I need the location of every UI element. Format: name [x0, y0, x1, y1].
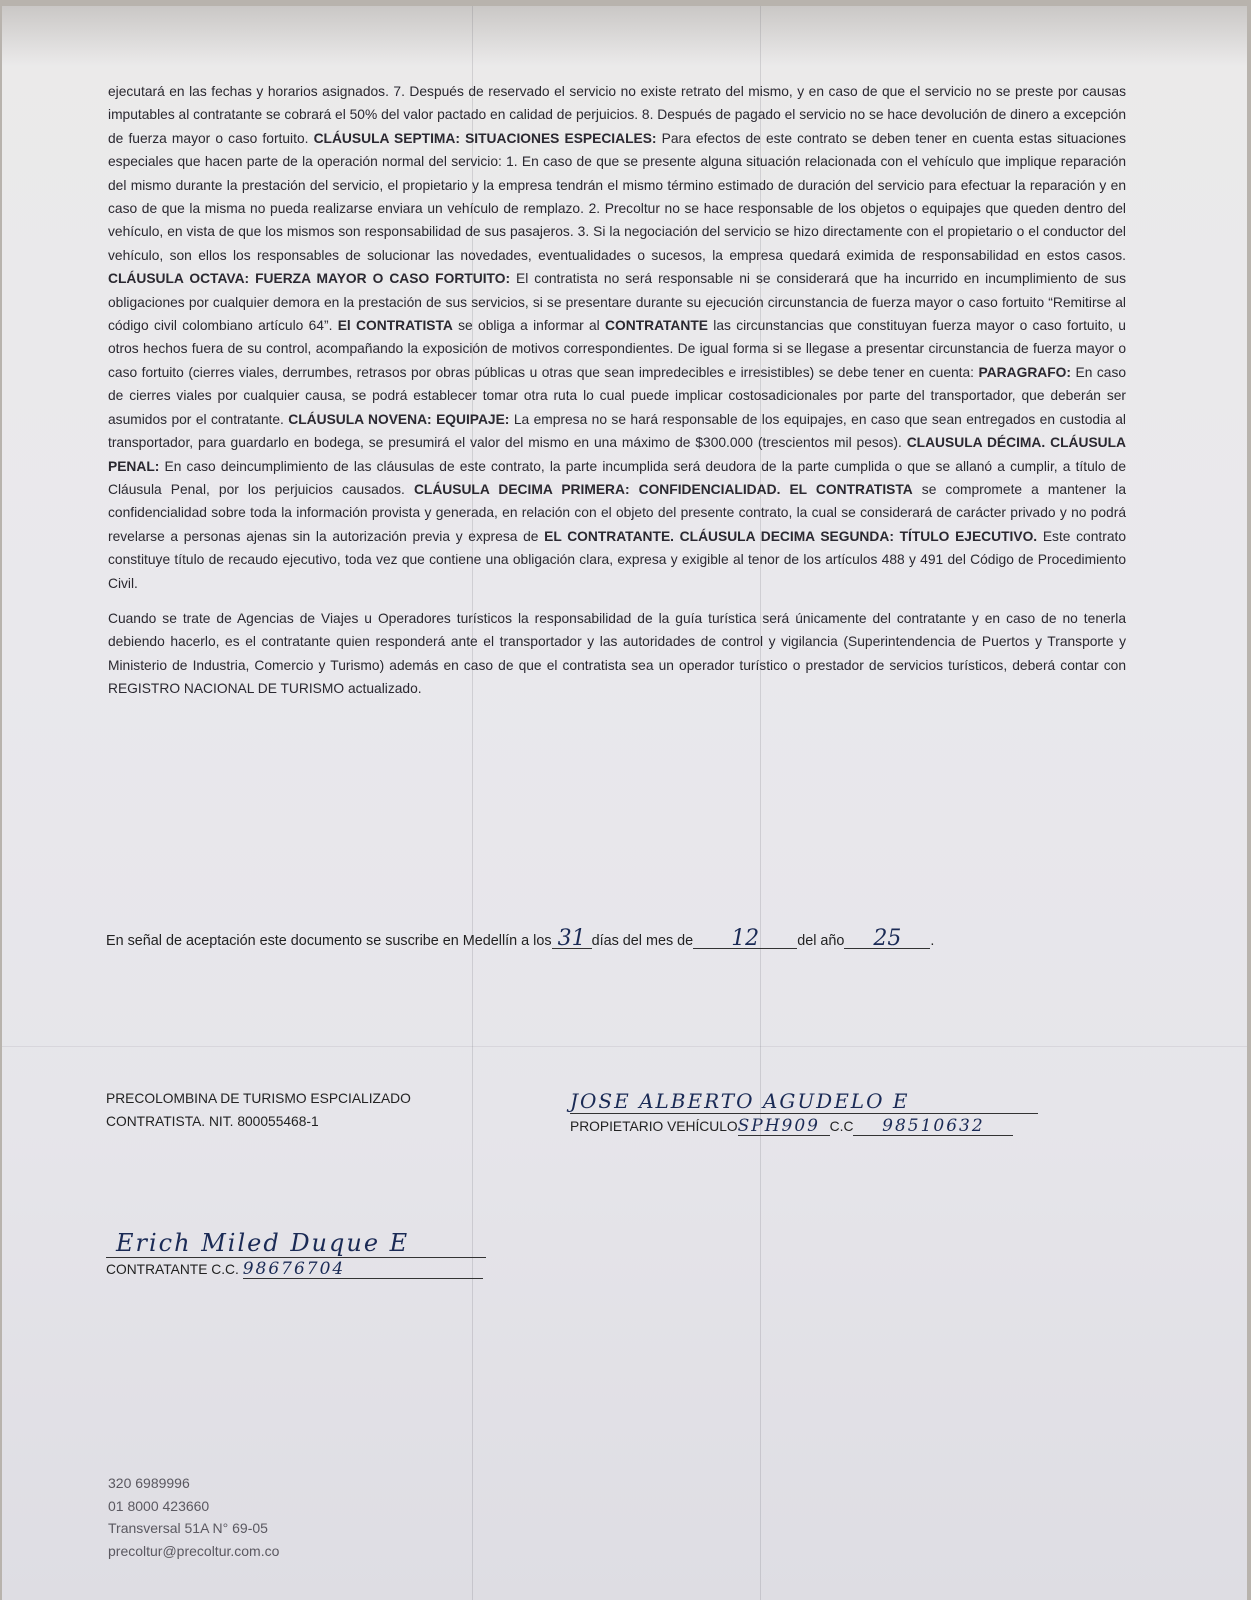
contract-page	[2, 6, 1247, 1600]
clause-text: Para efectos de este contrato se deben tener en cuenta estas situaciones especiales que hacen parte de la operación normal del servicio: 1. En caso de que se presente alguna situación relacionada con el vehículo que implique reparación del mismo durante la prestación del servicio, el propietario y la empresa tendrán el mismo término estimado de duración del servicio para efectuar la reparación y en caso de que la misma no pueda realizarse enviara un vehículo de remplazo. 2. Precoltur no se hace responsable de los objetos o equipajes que queden dentro del vehículo, en vista de que los mismos son responsabilidad de sus pasajeros. 3. Si la negociación del servicio se hizo directamente con el propietario o el conductor del vehículo, son ellos los responsables de solucionar las novedades, eventualidades o sucesos, la empresa quedará eximida de responsabilidad en estos casos.	[108, 130, 1127, 263]
propietario-label: PROPIETARIO VEHÍCULO	[570, 1119, 738, 1134]
fold-line	[2, 1046, 1247, 1047]
footer-email: precoltur@precoltur.com.co	[108, 1542, 280, 1559]
footer-phone: 320 6989996	[108, 1475, 190, 1491]
clause-text: En caso deincumplimiento de las cláusulas de este contrato, la parte incumplida será deudora de la parte cumplida o que se allanó a cumplir, a título de Cláusula Penal, por los perjuicios causados.	[108, 458, 1126, 497]
clause-heading: EL CONTRATANTE. CLÁUSULA DECIMA SEGUNDA: TÍTULO EJECUTIVO.	[544, 528, 1038, 544]
year-label: del año	[797, 933, 845, 949]
year-field: 25	[844, 930, 930, 949]
clause-text: Este contrato constituye título de recaudo ejecutivo, toda vez que contiene una obligación clara, expresa y exigible al tenor de los artículos 488 y 491 del Código de Procedimiento Civil.	[108, 528, 1126, 591]
clause-heading: CLÁUSULA DECIMA PRIMERA: CONFIDENCIALIDAD. EL CONTRATISTA	[413, 481, 913, 497]
propietario-block	[570, 1090, 1038, 1138]
clause-heading: CLÁUSULA OCTAVA: FUERZA MAYOR O CASO FORTUITO:	[108, 271, 511, 287]
contratante-signature-line	[106, 1230, 486, 1258]
tourism-paragraph: Cuando se trate de Agencias de Viajes u Operadores turísticos la responsabilidad de la guía turística será únicamente del contratante y en caso de no tenerla debiendo hacerlo, es el contratante quien responderá ante el transportador y las autoridades de control y vigilancia (Superintendencia de Puertos y Transporte y Ministerio de Industria, Comercio y Turismo) además en caso de que el contratista sea un operador turístico o prestador de servicios turísticos, deberá contar con REGISTRO NACIONAL DE TURISMO actualizado.	[108, 610, 1126, 697]
propietario-signature: JOSE ALBERTO AGUDELO E	[570, 1089, 910, 1113]
footer-phone-tollfree: 01 8000 423660	[108, 1497, 210, 1514]
clause-text: El contratista no será responsable ni se considerará que ha incurrido en incumplimiento de sus obligaciones por cualquier demora en la prestación de sus servicios, si se presentare durante su ejecución circunstancia de fuerza mayor o caso fortuito “Remitirse al código civil colombiano artículo 64”.	[108, 271, 1126, 334]
company-footer	[108, 1472, 279, 1562]
propietario-cc-label: C.C	[829, 1119, 854, 1134]
clause-text: se compromete a mantener la confidencialidad sobre toda la información provista y generada, en relación con el objeto del presente contrato, la cual se considerará de carácter privado y no podrá revelarse a personas ajenas sin la autorización previa y expresa de	[108, 481, 1126, 544]
clause-text: se obliga a informar al	[452, 318, 606, 334]
contratista-block	[106, 1087, 411, 1133]
clause-heading: CLÁUSULA NOVENA: EQUIPAJE:	[288, 411, 510, 427]
clause-text: La empresa no se hará responsable de los equipajes, en caso que sean entregados en custodia al transportador, para guardarlo en bodega, se presumirá el valor del mismo en una máximo de $300.000 (trescientos mil pesos).	[108, 411, 1126, 451]
clause-text: las circunstancias que constituyan fuerza mayor o caso fortuito, u otros hechos fuera de su control, acompañando la exposición de motivos correspondientes. De igual forma si se llegase a presentar circunstancia de fuerza mayor o caso fortuito (cierres viales, derrumbes, retrasos por obras públicas u otras que sean impredecibles e irresistibles) se debe tener en cuenta:	[108, 318, 1126, 380]
month-field: 12	[693, 930, 797, 949]
clauses-paragraph	[108, 80, 1126, 595]
page-shadow	[2, 6, 1247, 66]
clause-text: ejecutará en las fechas y horarios asignados. 7. Después de reservado el servicio no existe retrato del mismo, y en caso de que el servicio no se preste por causas imputables al contratante se cobrará el 50% del valor pactado en calidad de perjuicios. 8. Después de pagado el servicio no se hace devolución de dinero a excepción de fuerza mayor o caso fortuito.	[108, 84, 1126, 146]
clause-text: En caso de cierres viales por cualquier causa, se podrá establecer tomar otra ruta lo cual puede implicar costosadicionales por parte del transportador, que deberán ser asumidos por el contratante.	[108, 364, 1127, 427]
clause-heading: El CONTRATISTA	[337, 318, 453, 334]
contratante-label: CONTRATANTE C.C.	[106, 1262, 239, 1277]
plate-value: SPH909	[738, 1117, 830, 1136]
acceptance-line	[106, 926, 1106, 951]
clause-heading: PARAGRAFO:	[978, 364, 1071, 380]
acceptance-mid: días del mes de	[591, 933, 694, 949]
clause-heading: CLAUSULA DÉCIMA. CLÁUSULA PENAL:	[108, 435, 1126, 474]
clause-heading: CONTRATANTE	[605, 318, 708, 334]
contratante-signature: Erich Miled Duque E	[116, 1229, 410, 1257]
contratista-name: PRECOLOMBINA DE TURISMO ESPCIALIZADO	[106, 1091, 411, 1106]
footer-address: Transversal 51A N° 69-05	[108, 1520, 268, 1536]
propietario-cc-value: 98510632	[853, 1117, 1013, 1136]
acceptance-prefix: En señal de aceptación este documento se suscribe en Medellín a los	[106, 933, 552, 949]
propietario-signature-line	[570, 1090, 1038, 1114]
day-field: 31	[552, 930, 592, 949]
contratante-cc-value: 98676704	[243, 1260, 483, 1279]
clause-heading: CLÁUSULA SEPTIMA: SITUACIONES ESPECIALES:	[313, 130, 657, 146]
contract-body	[108, 80, 1126, 701]
acceptance-suffix: .	[930, 933, 935, 949]
contratante-block	[106, 1230, 486, 1281]
contratista-nit: CONTRATISTA. NIT. 800055468-1	[106, 1114, 319, 1129]
